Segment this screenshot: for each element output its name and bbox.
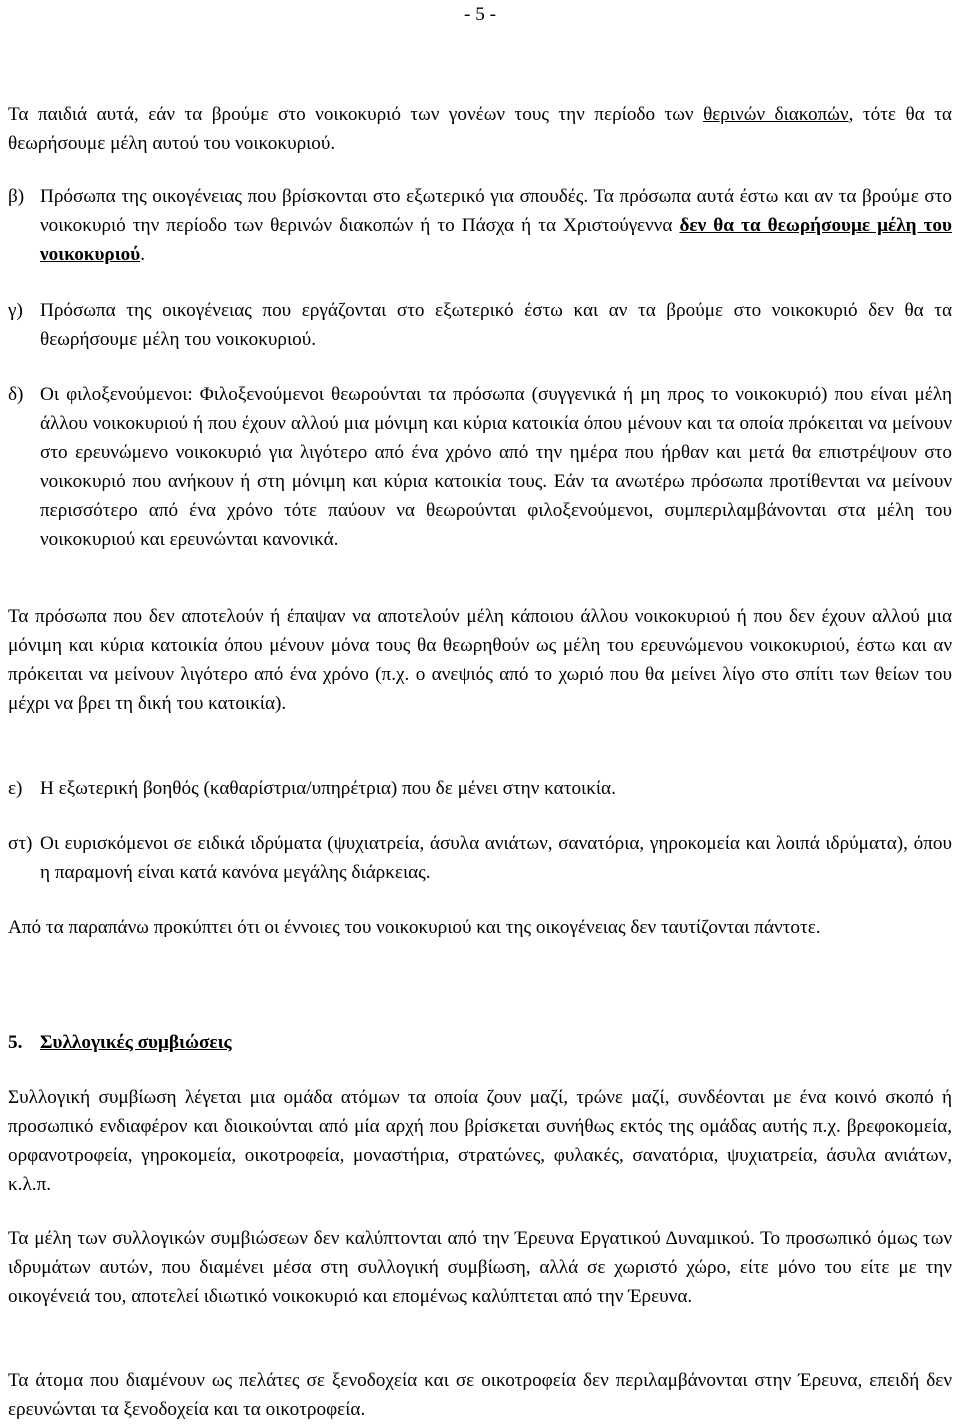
list-marker: δ) — [8, 384, 24, 405]
list-item-c-workers-abroad: γ) Πρόσωπα της οικογένειας που εργάζονται στο εξωτερικό έστω και αν τα βρούμε στο νοικοκυριό δεν θα τα θεωρήσουμε μέλη του νοικοκυριού. — [8, 296, 952, 354]
paragraph-hotels: Τα άτομα που διαμένουν ως πελάτες σε ξενοδοχεία και σε οικοτροφεία δεν περιλαμβάνονται στην Έρευνα, επειδή δεν ερευνώνται τα ξενοδοχεία και τα οικοτροφεία. — [8, 1370, 952, 1420]
section-number: 5. — [8, 1032, 23, 1053]
paragraph-institution-staff: Τα μέλη των συλλογικών συμβιώσεων δεν καλύπτονται από την Έρευνα Εργατικού Δυναμικού. Το προσωπικό όμως των ιδρυμάτων αυτών, που διαμένει μέσα στη συλλογική συμβίωση, αλλά σε χωριστό χώρο, είτε μόνο του είτε με την οικογένειά του, αποτελεί ιδιωτικό νοικοκυριό και επομένως καλύπτεται από την Έρευνα. — [8, 1228, 952, 1307]
list-item-b-students-abroad: β) Πρόσωπα της οικογένειας που βρίσκονται στο εξωτερικό για σπουδές. Τα πρόσωπα αυτά έστω και αν τα βρούμε στο νοικοκυριό την περίοδο των θερινών διακοπών ή το Πάσχα ή τα Χριστούγεννα δεν θα τα θεωρήσουμε μέλη του νοικοκυριού. — [8, 182, 952, 269]
section-heading — [8, 1028, 952, 1057]
list-marker: β) — [8, 186, 25, 207]
list-marker: γ) — [8, 300, 23, 321]
list-item-f-institutions: στ) Οι ευρισκόμενοι σε ειδικά ιδρύματα (ψυχιατρεία, άσυλα ανιάτων, σανατόρια, γηροκομεία και λοιπά ιδρύματα), όπου η παραμονή είναι κατά κανόνα μεγάλης διάρκειας. — [8, 829, 952, 887]
list-marker: στ) — [8, 833, 33, 854]
paragraph-non-members: Τα πρόσωπα που δεν αποτελούν ή έπαψαν να αποτελούν μέλη κάποιου άλλου νοικοκυριού ή που δεν έχουν αλλού μια μόνιμη και κύρια κατοικία όπου μένουν μόνα τους θα θεωρηθούν ως μέλη του ερευνώμενου νοικοκυριού, έστω και αν πρόκειται να μείνουν λιγότερο από ένα χρόνο (π.χ. ο ανεψιός από το χωριό που θα μείνει λίγο στο σπίτι των θείων του μέχρι να βρει τη δική του κατοικία). — [8, 606, 952, 714]
bold-underlined-not-members: δεν θα τα θεωρήσουμε μέλη του νοικοκυριού — [40, 215, 952, 265]
list-item-e-external-helper: ε) Η εξωτερική βοηθός (καθαρίστρια/υπηρέτρια) που δε μένει στην κατοικία. — [8, 774, 952, 803]
section-title: Συλλογικές συμβιώσεις — [40, 1032, 232, 1053]
paragraph-collective-definition: Συλλογική συμβίωση λέγεται μια ομάδα ατόμων τα οποία ζουν μαζί, τρώνε μαζί, συνδέονται με ένα κοινό σκοπό ή προσωπικό ενδιαφέρον και διοικούνται από μία αρχή που βρίσκεται συνήθως εκτός της ομάδας αυτής π.χ. βρεφοκομεία, ορφανοτροφεία, γηροκομεία, οικοτροφεία, μοναστήρια, στρατώνες, φυλακές, σανατόρια, ψυχιατρεία, άσυλα ανιάτων, κ.λ.π. — [8, 1087, 952, 1195]
page-number: - 5 - — [464, 4, 496, 25]
list-item-d-guests: δ) Οι φιλοξενούμενοι: Φιλοξενούμενοι θεωρούνται τα πρόσωπα (συγγενικά ή μη προς το νοικοκυριό) που είναι μέλη άλλου νοικοκυριού ή που έχουν αλλού μια μόνιμη και κύρια κατοικία όπου μένουν και τα οποία πρόκειται να μείνουν στο ερευνώμενο νοικοκυριό για λιγότερο από ένα χρόνο από την ημέρα που ήρθαν και μετά θα επιστρέψουν στο νοικοκυριό που ανήκουν ή στη μόνιμη και κύρια κατοικία τους. Εάν τα ανωτέρω πρόσωπα προτίθενται να μείνουν περισσότερο από ένα χρόνο τότε παύουν να θεωρούνται φιλοξενούμενοι, συμπεριλαμβάνονται στα μέλη του νοικοκυριού και ερευνώνται κανονικά. — [8, 380, 952, 554]
list-marker: ε) — [8, 778, 23, 799]
paragraph-conclusion: Από τα παραπάνω προκύπτει ότι οι έννοιες του νοικοκυριού και της οικογένειας δεν ταυτίζονται πάντοτε. — [8, 917, 821, 938]
underlined-summer-holidays: θερινών διακοπών — [703, 104, 849, 125]
paragraph-children-summer: Τα παιδιά αυτά, εάν τα βρούμε στο νοικοκυριό των γονέων τους την περίοδο των θερινών διακοπών, τότε θα τα θεωρήσουμε μέλη αυτού του νοικοκυριού. — [8, 104, 952, 154]
